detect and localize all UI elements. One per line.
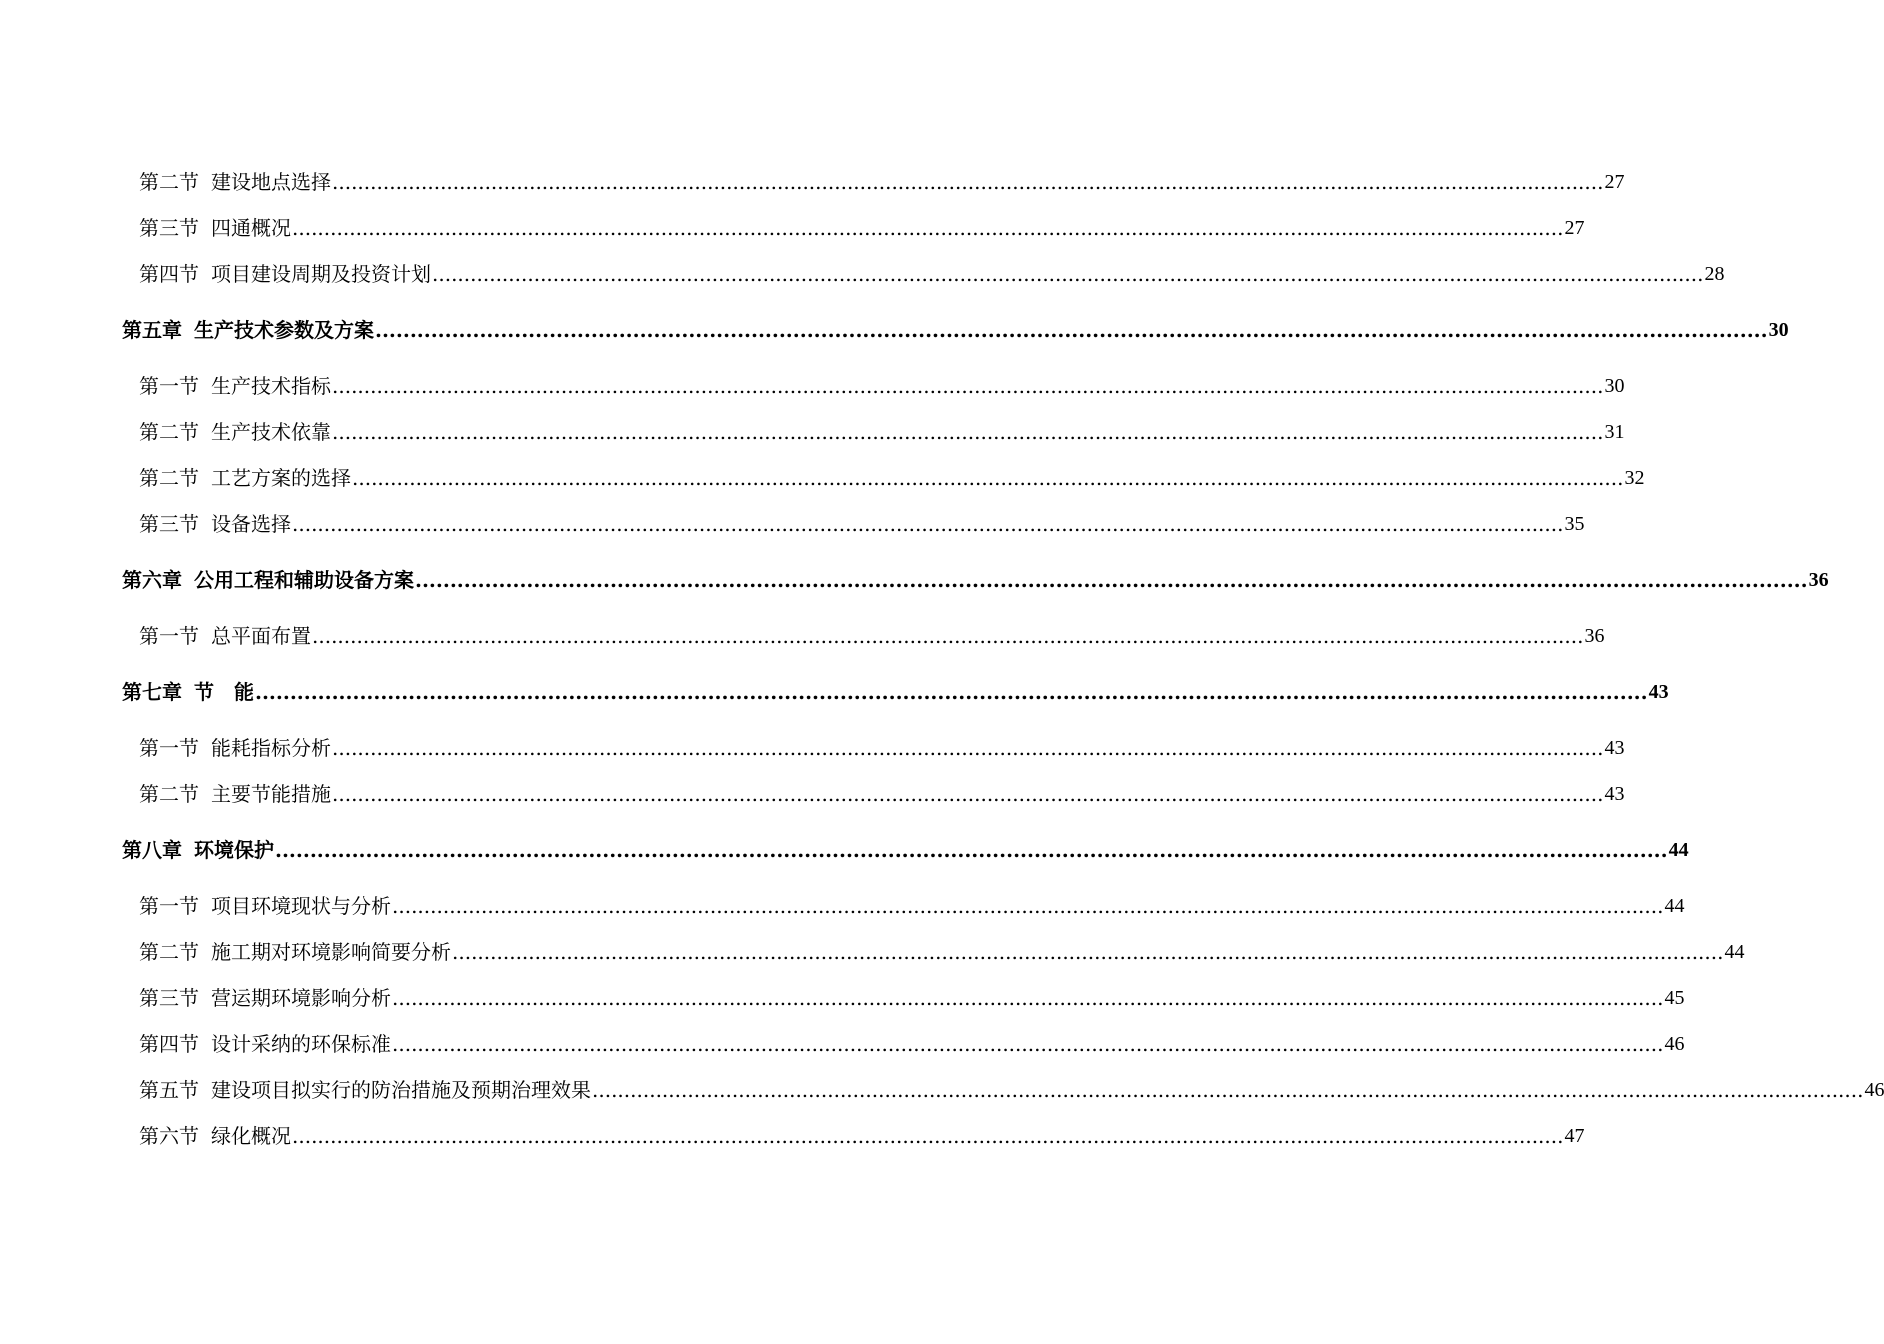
dot-leader: ........................................................................................................................................................................................................ [592,1078,1864,1102]
toc-entry-page: 46 [1664,1033,1685,1055]
toc-entry-number: 第三节 [139,216,199,240]
dot-leader: ........................................................................................................................................................................................................ [292,512,1564,536]
toc-entry[interactable] [139,370,1625,400]
toc-entry-page: 31 [1604,421,1625,443]
toc-entry-title: 主要节能措施 [211,782,331,806]
toc-entry-label [139,1076,591,1104]
toc-entry-label [139,260,431,288]
toc-entry-title: 节 能 [194,680,254,704]
toc-chapter-entry[interactable] [122,676,1669,706]
toc-entry-number: 第六节 [139,1124,199,1148]
dot-leader: ........................................................................................................................................................................................................ [255,680,1648,704]
toc-entry-label [139,372,331,400]
toc-entry-page: 35 [1564,513,1585,535]
toc-entry-number: 第七章 [122,680,182,704]
toc-entry[interactable] [139,778,1625,808]
toc-entry[interactable] [139,508,1585,538]
toc-entry-number: 第一节 [139,894,199,918]
toc-entry[interactable] [139,620,1605,650]
toc-entry-title: 公用工程和辅助设备方案 [194,568,414,592]
dot-leader: ........................................................................................................................................................................................................ [332,374,1604,398]
toc-entry-title: 生产技术参数及方案 [194,318,374,342]
toc-entry-label [139,464,351,492]
toc-entry-title: 生产技术指标 [211,374,331,398]
toc-entry-label [139,1122,291,1150]
toc-entry-number: 第四节 [139,1032,199,1056]
toc-entry-title: 总平面布置 [211,624,311,648]
toc-entry-label [139,214,291,242]
toc-entry-title: 建设项目拟实行的防治措施及预期治理效果 [211,1078,591,1102]
toc-entry-page: 45 [1664,987,1685,1009]
dot-leader: ........................................................................................................................................................................................................ [275,838,1668,862]
toc-entry-title: 项目建设周期及投资计划 [211,262,431,286]
toc-entry-page: 44 [1724,941,1745,963]
dot-leader: ........................................................................................................................................................................................................ [332,170,1604,194]
toc-entry-number: 第一节 [139,374,199,398]
toc-entry-page: 28 [1704,263,1725,285]
toc-entry-title: 环境保护 [194,838,274,862]
toc-entry-number: 第二节 [139,940,199,964]
toc-entry-page: 43 [1604,783,1625,805]
toc-chapter-entry[interactable] [122,314,1789,344]
toc-entry-number: 第五节 [139,1078,199,1102]
toc-entry-number: 第三节 [139,986,199,1010]
toc-entry[interactable] [139,416,1625,446]
toc-entry-label [139,734,331,762]
toc-entry-label [122,836,274,864]
toc-entry-page: 43 [1648,681,1669,703]
toc-entry[interactable] [139,982,1685,1012]
toc-entry-label [122,316,374,344]
toc-entry-number: 第四节 [139,262,199,286]
toc-entry-title: 绿化概况 [211,1124,291,1148]
toc-entry-label [139,168,331,196]
dot-leader: ........................................................................................................................................................................................................ [432,262,1704,286]
toc-entry-page: 36 [1584,625,1605,647]
toc-entry-number: 第二节 [139,466,199,490]
toc-entry[interactable] [139,212,1585,242]
toc-entry-label [122,678,254,706]
toc-entry[interactable] [139,936,1745,966]
toc-chapter-entry[interactable] [122,834,1689,864]
toc-entry-number: 第一节 [139,736,199,760]
toc-entry-label [139,1030,391,1058]
toc-entry[interactable] [139,258,1725,288]
dot-leader: ........................................................................................................................................................................................................ [415,568,1808,592]
toc-entry-number: 第三节 [139,512,199,536]
toc-entry-number: 第一节 [139,624,199,648]
toc-entry-number: 第六章 [122,568,182,592]
dot-leader: ........................................................................................................................................................................................................ [312,624,1584,648]
toc-entry-title: 营运期环境影响分析 [211,986,391,1010]
toc-entry-label [122,566,414,594]
dot-leader: ........................................................................................................................................................................................................ [392,1032,1664,1056]
toc-entry[interactable] [139,462,1645,492]
toc-entry-page: 46 [1864,1079,1884,1101]
toc-entry-title: 工艺方案的选择 [211,466,351,490]
dot-leader: ........................................................................................................................................................................................................ [332,420,1604,444]
toc-entry-page: 27 [1564,217,1585,239]
toc-entry-page: 30 [1768,319,1789,341]
toc-entry-label [139,622,311,650]
toc-entry-page: 27 [1604,171,1625,193]
toc-entry-label [139,984,391,1012]
dot-leader: ........................................................................................................................................................................................................ [375,318,1768,342]
toc-entry-label [139,938,451,966]
dot-leader: ........................................................................................................................................................................................................ [352,466,1624,490]
dot-leader: ........................................................................................................................................................................................................ [292,1124,1564,1148]
dot-leader: ........................................................................................................................................................................................................ [392,894,1664,918]
toc-entry-number: 第八章 [122,838,182,862]
toc-entry-page: 44 [1664,895,1685,917]
toc-entry-number: 第二节 [139,420,199,444]
dot-leader: ........................................................................................................................................................................................................ [292,216,1564,240]
toc-entry-label [139,510,291,538]
toc-entry-number: 第五章 [122,318,182,342]
toc-entry-title: 施工期对环境影响简要分析 [211,940,451,964]
toc-entry[interactable] [139,1074,1884,1104]
toc-entry-page: 43 [1604,737,1625,759]
dot-leader: ........................................................................................................................................................................................................ [332,736,1604,760]
toc-entry-page: 47 [1564,1125,1585,1147]
toc-entry-title: 设计采纳的环保标准 [211,1032,391,1056]
toc-entry-page: 30 [1604,375,1625,397]
dot-leader: ........................................................................................................................................................................................................ [452,940,1724,964]
toc-entry[interactable] [139,890,1685,920]
toc-entry-label [139,780,331,808]
toc-entry-title: 建设地点选择 [211,170,331,194]
toc-entry-title: 生产技术依靠 [211,420,331,444]
toc-entry-title: 项目环境现状与分析 [211,894,391,918]
toc-entry-page: 32 [1624,467,1645,489]
toc-entry-title: 四通概况 [211,216,291,240]
toc-entry[interactable] [139,1028,1685,1058]
toc-entry-number: 第二节 [139,782,199,806]
toc-entry-title: 能耗指标分析 [211,736,331,760]
toc-entry[interactable] [139,732,1625,762]
dot-leader: ........................................................................................................................................................................................................ [332,782,1604,806]
toc-entry[interactable] [139,1120,1585,1150]
toc-entry-label [139,418,331,446]
toc-entry-number: 第二节 [139,170,199,194]
toc-entry-page: 36 [1808,569,1829,591]
toc-entry-label [139,892,391,920]
dot-leader: ........................................................................................................................................................................................................ [392,986,1664,1010]
toc-chapter-entry[interactable] [122,564,1829,594]
toc-entry-page: 44 [1668,839,1689,861]
toc-entry[interactable] [139,166,1625,196]
toc-entry-title: 设备选择 [211,512,291,536]
